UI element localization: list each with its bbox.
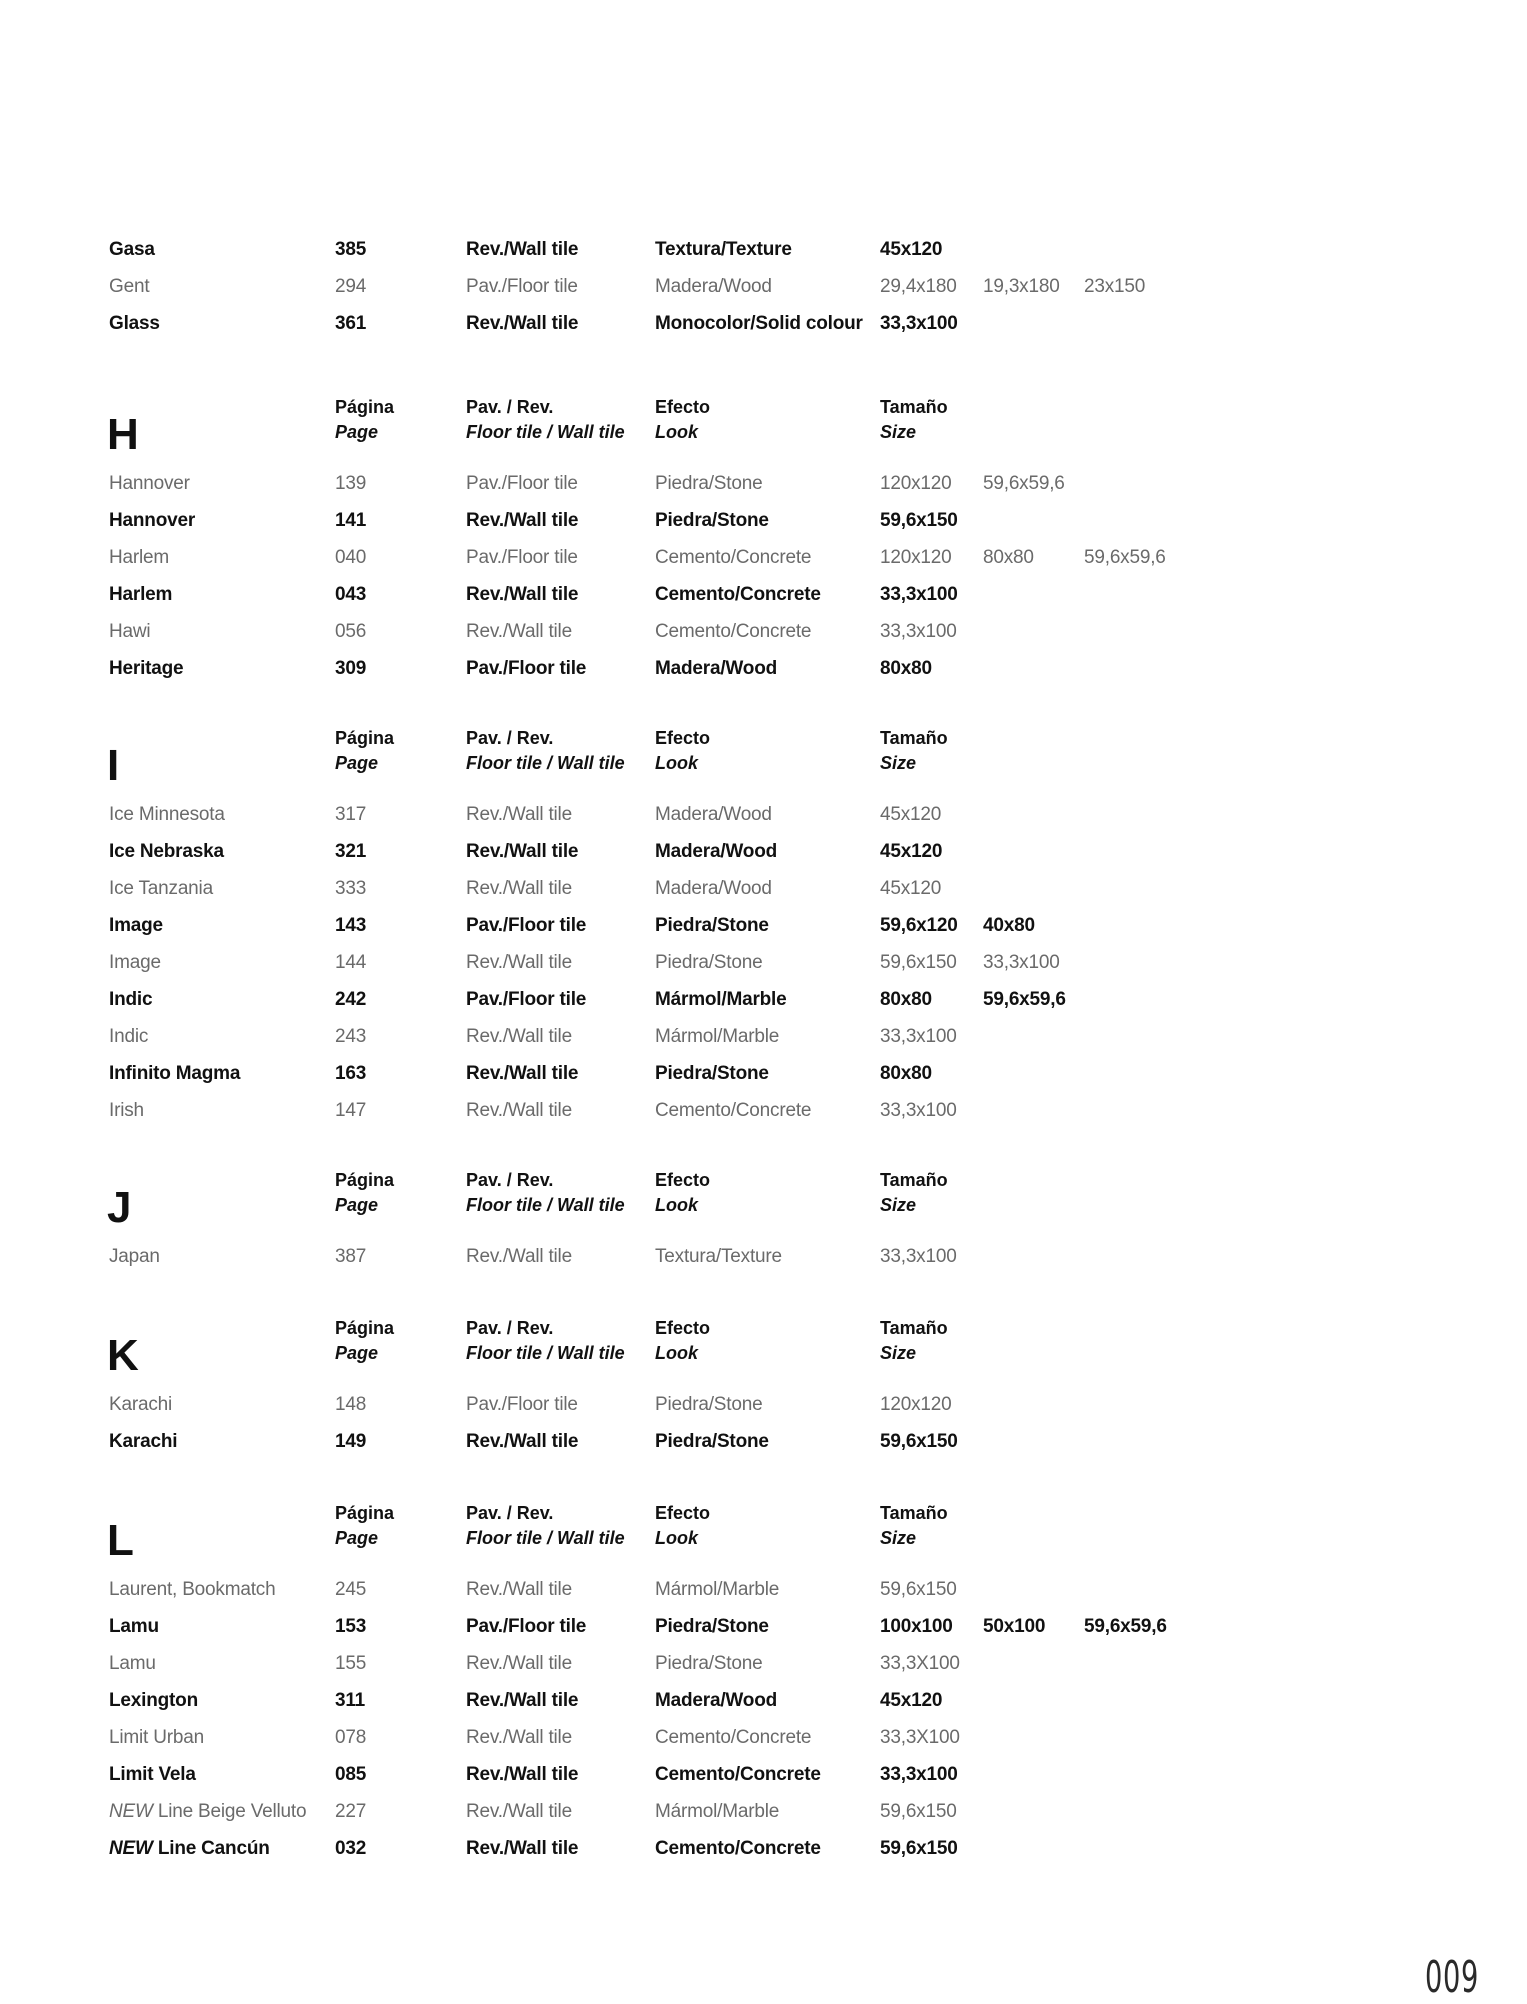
tile-type-cell: Rev./Wall tile	[466, 239, 579, 260]
page-number-cell: 321	[335, 841, 367, 862]
type-column-header	[466, 395, 625, 445]
tile-type-cell: Rev./Wall tile	[466, 804, 572, 825]
page-number-cell: 163	[335, 1063, 367, 1084]
tile-type-cell: Rev./Wall tile	[466, 584, 579, 605]
column-label-en: Look	[655, 1195, 698, 1215]
column-label-es: Tamaño	[880, 397, 948, 417]
column-label-es: Pav. / Rev.	[466, 1170, 554, 1190]
product-name-text: Ice Nebraska	[109, 841, 224, 862]
tile-type-cell: Pav./Floor tile	[466, 276, 578, 297]
page-number-cell: 333	[335, 878, 367, 899]
product-name-text: Glass	[109, 313, 160, 334]
size-cell: 33,3x100	[880, 1764, 958, 1785]
column-label-es: Efecto	[655, 1503, 711, 1523]
page-number-cell: 043	[335, 584, 367, 605]
product-name	[109, 1099, 144, 1123]
page-number-cell: 148	[335, 1394, 367, 1415]
section-letter: J	[107, 1183, 132, 1232]
product-name	[109, 238, 155, 262]
effect-cell: Piedra/Stone	[655, 510, 769, 531]
size-cell: 120x120	[880, 473, 952, 494]
section-letter: H	[107, 410, 139, 459]
column-label-en: Page	[335, 422, 379, 442]
column-label-en: Size	[880, 1528, 917, 1548]
size-cell: 120x120	[880, 547, 952, 568]
product-name	[109, 914, 163, 938]
tile-type-cell: Rev./Wall tile	[466, 1026, 572, 1047]
tile-type-cell: Pav./Floor tile	[466, 658, 587, 679]
tile-type-cell: Pav./Floor tile	[466, 1616, 587, 1637]
size-cell: 59,6x150	[880, 510, 958, 531]
column-label-en: Floor tile / Wall tile	[466, 1528, 625, 1548]
effect-column-header	[655, 395, 710, 445]
product-name	[109, 1652, 156, 1676]
size-cell: 33,3x100	[880, 1246, 957, 1267]
column-label-en: Page	[335, 1528, 379, 1548]
effect-column-header	[655, 1316, 710, 1366]
size-cell: 59,6x150	[880, 1431, 958, 1452]
product-name	[109, 275, 149, 299]
size-column-header	[880, 1501, 948, 1551]
column-label-en: Page	[335, 1195, 379, 1215]
size-cell: 33,3X100	[880, 1727, 960, 1748]
page-number-cell: 147	[335, 1100, 367, 1121]
page-number-cell: 361	[335, 313, 367, 334]
tile-type-cell: Rev./Wall tile	[466, 1579, 572, 1600]
size-cell: 29,4x180	[880, 276, 957, 297]
product-name-text: Image	[109, 952, 161, 973]
tile-type-cell: Pav./Floor tile	[466, 1394, 578, 1415]
page-number-cell: 056	[335, 621, 367, 642]
column-label-es: Tamaño	[880, 1170, 948, 1190]
tile-type-cell: Rev./Wall tile	[466, 1727, 572, 1748]
product-name-text: Limit Urban	[109, 1727, 204, 1748]
column-label-es: Pav. / Rev.	[466, 1503, 554, 1523]
column-label-es: Página	[335, 397, 395, 417]
page-number-cell: 242	[335, 989, 367, 1010]
tile-type-cell: Rev./Wall tile	[466, 1690, 579, 1711]
size-cell: 19,3x180	[983, 276, 1060, 297]
size-cell: 80x80	[880, 658, 932, 679]
column-label-es: Página	[335, 1318, 395, 1338]
page-number-cell: 040	[335, 547, 367, 568]
page-number-cell: 141	[335, 510, 367, 531]
column-label-en: Look	[655, 422, 698, 442]
page-number-cell: 144	[335, 952, 367, 973]
effect-cell: Textura/Texture	[655, 1246, 782, 1267]
product-name	[109, 1763, 196, 1787]
section-letter: L	[107, 1516, 134, 1565]
size-cell: 33,3x100	[880, 1026, 957, 1047]
effect-cell: Madera/Wood	[655, 878, 772, 899]
column-label-es: Página	[335, 728, 395, 748]
section-letter: K	[107, 1331, 139, 1380]
product-name-text: Indic	[109, 989, 153, 1010]
product-name-text: Laurent, Bookmatch	[109, 1579, 276, 1600]
size-column-header	[880, 395, 948, 445]
size-column-header	[880, 1316, 948, 1366]
page-number-cell: 294	[335, 276, 367, 297]
new-badge: NEW	[109, 1838, 153, 1859]
effect-cell: Mármol/Marble	[655, 1026, 780, 1047]
effect-cell: Cemento/Concrete	[655, 1100, 812, 1121]
size-cell: 80x80	[880, 1063, 932, 1084]
product-name	[109, 1430, 177, 1454]
size-cell: 59,6x59,6	[983, 989, 1066, 1010]
product-name	[109, 1245, 160, 1269]
effect-cell: Monocolor/Solid colour	[655, 313, 863, 334]
product-name-text: Heritage	[109, 658, 184, 679]
product-name	[109, 1393, 172, 1417]
column-label-en: Page	[335, 1343, 379, 1363]
size-cell: 59,6x59,6	[1084, 547, 1166, 568]
tile-type-cell: Rev./Wall tile	[466, 1801, 572, 1822]
tile-type-cell: Pav./Floor tile	[466, 989, 587, 1010]
product-name-text: Ice Tanzania	[109, 878, 213, 899]
size-cell: 80x80	[880, 989, 932, 1010]
effect-cell: Piedra/Stone	[655, 1394, 763, 1415]
size-cell: 45x120	[880, 239, 943, 260]
page-number: 009	[1425, 1952, 1479, 2003]
effect-cell: Mármol/Marble	[655, 989, 787, 1010]
column-label-en: Floor tile / Wall tile	[466, 1195, 625, 1215]
column-label-en: Look	[655, 1343, 698, 1363]
size-cell: 33,3x100	[880, 1100, 957, 1121]
column-label-es: Página	[335, 1170, 395, 1190]
product-name-text: Ice Minnesota	[109, 804, 225, 825]
tile-type-cell: Rev./Wall tile	[466, 1431, 579, 1452]
page-number-cell: 149	[335, 1431, 367, 1452]
product-name	[109, 1615, 159, 1639]
tile-type-cell: Rev./Wall tile	[466, 621, 572, 642]
effect-cell: Cemento/Concrete	[655, 584, 821, 605]
type-column-header	[466, 1168, 625, 1218]
product-name-text: Line Beige Velluto	[157, 1801, 307, 1822]
effect-column-header	[655, 1501, 710, 1551]
column-label-es: Página	[335, 1503, 395, 1523]
type-column-header	[466, 1501, 625, 1551]
column-label-en: Floor tile / Wall tile	[466, 1343, 625, 1363]
effect-cell: Piedra/Stone	[655, 473, 763, 494]
product-name	[109, 1726, 204, 1750]
column-label-en: Size	[880, 753, 917, 773]
effect-cell: Cemento/Concrete	[655, 621, 812, 642]
product-name-text: Gasa	[109, 239, 155, 260]
page-column-header	[335, 1168, 394, 1218]
product-name	[109, 1578, 275, 1602]
column-label-en: Floor tile / Wall tile	[466, 422, 625, 442]
effect-cell: Piedra/Stone	[655, 1431, 769, 1452]
effect-column-header	[655, 726, 710, 776]
column-label-es: Efecto	[655, 1318, 711, 1338]
product-name-text: Irish	[109, 1100, 144, 1121]
page-column-header	[335, 395, 394, 445]
size-cell: 59,6x150	[880, 1801, 957, 1822]
tile-type-cell: Rev./Wall tile	[466, 1838, 579, 1859]
size-cell: 33,3x100	[880, 584, 958, 605]
product-name-text: Harlem	[109, 547, 170, 568]
product-name	[109, 312, 160, 336]
page-number-cell: 143	[335, 915, 367, 936]
effect-cell: Madera/Wood	[655, 276, 772, 297]
effect-cell: Madera/Wood	[655, 658, 778, 679]
product-name	[109, 1837, 270, 1861]
product-name	[109, 472, 190, 496]
product-name	[109, 657, 183, 681]
product-name	[109, 877, 213, 901]
size-cell: 45x120	[880, 804, 942, 825]
page-number-cell: 243	[335, 1026, 367, 1047]
product-name-text: Gent	[109, 276, 150, 297]
type-column-header	[466, 726, 625, 776]
product-name-text: Line Cancún	[157, 1838, 270, 1859]
product-name	[109, 1800, 306, 1824]
size-column-header	[880, 1168, 948, 1218]
size-cell: 45x120	[880, 841, 943, 862]
size-cell: 59,6x59,6	[983, 473, 1065, 494]
product-name-text: Karachi	[109, 1394, 173, 1415]
size-cell: 33,3x100	[983, 952, 1060, 973]
product-name	[109, 1689, 198, 1713]
column-label-es: Pav. / Rev.	[466, 397, 554, 417]
tile-type-cell: Rev./Wall tile	[466, 952, 572, 973]
product-name	[109, 583, 172, 607]
type-column-header	[466, 1316, 625, 1366]
column-label-es: Tamaño	[880, 1318, 948, 1338]
product-name-text: Japan	[109, 1246, 160, 1267]
size-column-header	[880, 726, 948, 776]
size-cell: 59,6x59,6	[1084, 1616, 1167, 1637]
page-number-cell: 311	[335, 1690, 366, 1711]
column-label-en: Size	[880, 1343, 917, 1363]
effect-cell: Piedra/Stone	[655, 952, 763, 973]
size-cell: 45x120	[880, 1690, 943, 1711]
size-cell: 33,3x100	[880, 621, 957, 642]
effect-cell: Mármol/Marble	[655, 1801, 780, 1822]
page-number-cell: 153	[335, 1616, 367, 1637]
column-label-es: Tamaño	[880, 728, 948, 748]
page-number-cell: 155	[335, 1653, 367, 1674]
column-label-es: Tamaño	[880, 1503, 948, 1523]
product-name-text: Hannover	[109, 473, 190, 494]
column-label-es: Efecto	[655, 1170, 711, 1190]
tile-type-cell: Rev./Wall tile	[466, 878, 572, 899]
product-name	[109, 620, 150, 644]
product-name-text: Indic	[109, 1026, 149, 1047]
column-label-en: Size	[880, 1195, 917, 1215]
effect-cell: Madera/Wood	[655, 804, 772, 825]
effect-cell: Cemento/Concrete	[655, 1727, 812, 1748]
page-number-cell: 032	[335, 1838, 367, 1859]
tile-type-cell: Rev./Wall tile	[466, 841, 579, 862]
tile-type-cell: Rev./Wall tile	[466, 1063, 579, 1084]
page-number-cell: 385	[335, 239, 367, 260]
tile-type-cell: Rev./Wall tile	[466, 1653, 572, 1674]
product-name	[109, 988, 152, 1012]
effect-cell: Cemento/Concrete	[655, 1764, 821, 1785]
page-column-header	[335, 1501, 394, 1551]
effect-cell: Mármol/Marble	[655, 1579, 780, 1600]
product-name	[109, 1062, 240, 1086]
effect-cell: Cemento/Concrete	[655, 547, 812, 568]
effect-column-header	[655, 1168, 710, 1218]
product-name-text: Lexington	[109, 1690, 198, 1711]
product-name	[109, 840, 224, 864]
tile-type-cell: Rev./Wall tile	[466, 510, 579, 531]
product-name	[109, 509, 195, 533]
column-label-en: Floor tile / Wall tile	[466, 753, 625, 773]
page-column-header	[335, 726, 394, 776]
product-name-text: Hannover	[109, 510, 196, 531]
column-label-es: Efecto	[655, 728, 711, 748]
product-name-text: Karachi	[109, 1431, 178, 1452]
column-label-es: Pav. / Rev.	[466, 1318, 554, 1338]
effect-cell: Piedra/Stone	[655, 1653, 763, 1674]
size-cell: 59,6x150	[880, 1579, 957, 1600]
section-letter: I	[107, 741, 120, 790]
product-name-text: Image	[109, 915, 163, 936]
column-label-en: Size	[880, 422, 917, 442]
effect-cell: Textura/Texture	[655, 239, 792, 260]
size-cell: 59,6x150	[880, 1838, 958, 1859]
page-number-cell: 245	[335, 1579, 367, 1600]
size-cell: 120x120	[880, 1394, 952, 1415]
page-number-cell: 078	[335, 1727, 367, 1748]
page-number-cell: 317	[335, 804, 367, 825]
size-cell: 100x100	[880, 1616, 953, 1637]
size-cell: 59,6x120	[880, 915, 958, 936]
tile-type-cell: Rev./Wall tile	[466, 1246, 572, 1267]
effect-cell: Piedra/Stone	[655, 915, 769, 936]
effect-cell: Piedra/Stone	[655, 1616, 769, 1637]
page-number-cell: 139	[335, 473, 367, 494]
column-label-es: Efecto	[655, 397, 711, 417]
product-name	[109, 803, 225, 827]
size-cell: 45x120	[880, 878, 942, 899]
effect-cell: Piedra/Stone	[655, 1063, 769, 1084]
product-name	[109, 1025, 148, 1049]
product-name-text: Limit Vela	[109, 1764, 196, 1785]
page-column-header	[335, 1316, 394, 1366]
size-cell: 50x100	[983, 1616, 1046, 1637]
size-cell: 23x150	[1084, 276, 1146, 297]
product-name-text: Harlem	[109, 584, 173, 605]
column-label-en: Page	[335, 753, 379, 773]
product-name-text: Infinito Magma	[109, 1063, 241, 1084]
tile-type-cell: Rev./Wall tile	[466, 1764, 579, 1785]
product-name-text: Hawi	[109, 621, 151, 642]
product-name-text: Lamu	[109, 1653, 156, 1674]
new-badge: NEW	[109, 1801, 153, 1822]
tile-type-cell: Rev./Wall tile	[466, 1100, 572, 1121]
page-number-cell: 227	[335, 1801, 367, 1822]
size-cell: 33,3x100	[880, 313, 958, 334]
product-name-text: Lamu	[109, 1616, 159, 1637]
product-name	[109, 951, 161, 975]
column-label-en: Look	[655, 1528, 698, 1548]
size-cell: 33,3X100	[880, 1653, 960, 1674]
page-number-cell: 309	[335, 658, 367, 679]
page-number-cell: 387	[335, 1246, 367, 1267]
product-name	[109, 546, 169, 570]
tile-type-cell: Pav./Floor tile	[466, 915, 587, 936]
effect-cell: Cemento/Concrete	[655, 1838, 821, 1859]
size-cell: 59,6x150	[880, 952, 957, 973]
tile-type-cell: Pav./Floor tile	[466, 547, 578, 568]
page-number-cell: 085	[335, 1764, 367, 1785]
tile-type-cell: Rev./Wall tile	[466, 313, 579, 334]
column-label-en: Look	[655, 753, 698, 773]
effect-cell: Madera/Wood	[655, 1690, 778, 1711]
tile-type-cell: Pav./Floor tile	[466, 473, 578, 494]
effect-cell: Madera/Wood	[655, 841, 778, 862]
size-cell: 80x80	[983, 547, 1034, 568]
column-label-es: Pav. / Rev.	[466, 728, 554, 748]
size-cell: 40x80	[983, 915, 1035, 936]
